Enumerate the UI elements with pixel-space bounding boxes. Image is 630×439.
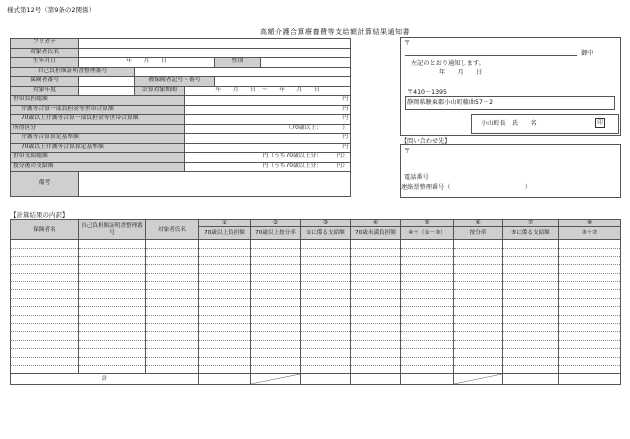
table-cell[interactable] [401, 290, 454, 298]
contact-postal-mark: 〒 [404, 148, 411, 155]
table-cell[interactable] [146, 240, 199, 248]
table-cell[interactable] [559, 248, 621, 256]
table-cell[interactable] [454, 340, 503, 348]
table-cell[interactable] [401, 332, 454, 340]
remarks-label: 備考 [11, 172, 79, 197]
table-cell[interactable] [146, 357, 199, 365]
table-cell[interactable] [79, 349, 146, 357]
table-cell[interactable] [199, 324, 251, 332]
table-cell[interactable] [401, 240, 454, 248]
col-label-3: ①に係る支給額 [301, 227, 351, 240]
table-row [11, 307, 621, 315]
table-cell[interactable] [11, 298, 79, 306]
contact-title: 【問い合わせ先】 [401, 138, 451, 145]
table-cell[interactable] [11, 315, 79, 323]
table-cell[interactable] [199, 256, 251, 264]
table-cell[interactable] [503, 349, 559, 357]
care-standard-field[interactable]: 円 [185, 134, 351, 144]
table-cell[interactable] [454, 307, 503, 315]
over70-combined-field[interactable]: 円 [185, 115, 351, 125]
table-cell[interactable] [503, 366, 559, 374]
cert-number-label: 自己負担額証明書整理番号 [11, 67, 135, 77]
table-cell[interactable] [251, 332, 301, 340]
table-cell[interactable] [559, 324, 621, 332]
table-cell[interactable] [301, 332, 351, 340]
total-cell-8[interactable] [559, 374, 621, 385]
total-cell-7[interactable] [503, 374, 559, 385]
table-cell[interactable] [301, 315, 351, 323]
table-cell[interactable] [503, 357, 559, 365]
table-cell[interactable] [251, 366, 301, 374]
table-cell[interactable] [351, 248, 401, 256]
table-cell[interactable] [401, 366, 454, 374]
table-cell[interactable] [11, 256, 79, 264]
table-cell[interactable] [301, 357, 351, 365]
table-cell[interactable] [251, 357, 301, 365]
col-label-8: ③＋⑦ [559, 227, 621, 240]
table-cell[interactable] [251, 340, 301, 348]
table-cell[interactable] [79, 248, 146, 256]
calc-period-label: 計算対象期間 [135, 86, 185, 96]
table-row [11, 265, 621, 273]
phone-label: 電話番号 [404, 174, 429, 181]
table-cell[interactable] [11, 349, 79, 357]
insurer-number-label: 保険者番号 [11, 77, 79, 87]
table-cell[interactable] [559, 340, 621, 348]
subject-name-field[interactable] [79, 48, 351, 58]
col-label-4: 70歳未満負担額 [351, 227, 401, 240]
sender-postcode: 〒410－1395 [407, 89, 447, 96]
table-cell[interactable] [11, 240, 79, 248]
table-cell[interactable] [251, 265, 301, 273]
table-cell[interactable] [146, 248, 199, 256]
target-year-field[interactable] [79, 86, 135, 96]
birthdate-field[interactable]: 年 月 日 [79, 58, 215, 68]
table-cell[interactable] [301, 324, 351, 332]
table-cell[interactable] [199, 290, 251, 298]
col-label-7: ⑤に係る支給額 [503, 227, 559, 240]
furigana-field[interactable] [79, 39, 351, 49]
table-cell[interactable] [401, 298, 454, 306]
total-cell-1[interactable] [199, 374, 251, 385]
table-cell[interactable] [11, 366, 79, 374]
table-cell[interactable] [301, 366, 351, 374]
table-cell[interactable] [199, 240, 251, 248]
col-num-6: ⑥ [454, 220, 503, 227]
table-cell[interactable] [199, 349, 251, 357]
liaison-number: 連絡票整理番号（ ） [401, 184, 531, 191]
table-cell[interactable] [503, 282, 559, 290]
table-cell[interactable] [351, 273, 401, 281]
table-cell[interactable] [11, 324, 79, 332]
col-num-5: ⑤ [401, 220, 454, 227]
table-cell[interactable] [351, 357, 401, 365]
calc-period-field[interactable]: 年 月 日 ～ 年 月 日 [185, 86, 351, 96]
table-cell[interactable] [401, 349, 454, 357]
table-cell[interactable] [401, 357, 454, 365]
total-cell-5[interactable] [401, 374, 454, 385]
table-cell[interactable] [11, 340, 79, 348]
table-row [11, 349, 621, 357]
table-cell[interactable] [146, 265, 199, 273]
table-cell[interactable] [559, 357, 621, 365]
results-title: 【計算結果の内訳】 [10, 211, 69, 219]
birthdate-label: 生年月日 [11, 58, 79, 68]
table-cell[interactable] [199, 282, 251, 290]
table-cell[interactable] [351, 349, 401, 357]
table-cell[interactable] [401, 282, 454, 290]
table-cell[interactable] [503, 298, 559, 306]
table-cell[interactable] [251, 282, 301, 290]
table-cell[interactable] [454, 290, 503, 298]
table-cell[interactable] [503, 315, 559, 323]
table-cell[interactable] [351, 290, 401, 298]
table-row [11, 282, 621, 290]
notice-text: 左記のとおり通知します。 [411, 60, 485, 67]
col-label-5: ④＋（①－③） [401, 227, 454, 240]
target-year-label: 対象年度 [11, 86, 79, 96]
col-label-1: 70歳以上負担額 [199, 227, 251, 240]
table-cell[interactable] [503, 248, 559, 256]
total-label: 計 [11, 374, 199, 385]
table-cell[interactable] [251, 273, 301, 281]
table-cell[interactable] [401, 324, 454, 332]
table-cell[interactable] [79, 366, 146, 374]
table-cell[interactable] [11, 357, 79, 365]
table-cell[interactable] [301, 273, 351, 281]
insured-number-field[interactable] [215, 77, 351, 87]
table-cell[interactable] [503, 240, 559, 248]
table-cell[interactable] [454, 265, 503, 273]
table-cell[interactable] [454, 366, 503, 374]
table-cell[interactable] [251, 240, 301, 248]
table-cell[interactable] [401, 307, 454, 315]
col-num-3: ③ [301, 220, 351, 227]
table-row [11, 324, 621, 332]
table-cell[interactable] [351, 315, 401, 323]
table-cell[interactable] [401, 248, 454, 256]
table-cell[interactable] [79, 273, 146, 281]
table-cell[interactable] [454, 324, 503, 332]
table-cell[interactable] [146, 332, 199, 340]
table-cell[interactable] [301, 282, 351, 290]
table-cell[interactable] [401, 256, 454, 264]
table-cell[interactable] [11, 307, 79, 315]
table-cell[interactable] [79, 315, 146, 323]
table-cell[interactable] [301, 256, 351, 264]
form-number: 様式第12号（第9条の2関係） [7, 6, 96, 14]
insured-number-label: 被保険者記号・番号 [135, 77, 215, 87]
table-cell[interactable] [79, 324, 146, 332]
address-box [400, 37, 621, 136]
over70-standard-field[interactable]: 円 [185, 143, 351, 153]
table-cell[interactable] [146, 366, 199, 374]
table-cell[interactable] [301, 290, 351, 298]
table-cell[interactable] [199, 248, 251, 256]
total-cell-2-slash [251, 374, 301, 385]
table-cell[interactable] [559, 298, 621, 306]
table-cell[interactable] [11, 332, 79, 340]
table-cell[interactable] [301, 240, 351, 248]
table-cell[interactable] [301, 298, 351, 306]
table-cell[interactable] [79, 298, 146, 306]
table-cell[interactable] [503, 265, 559, 273]
furigana-label: フリガナ [11, 39, 79, 49]
table-cell[interactable] [79, 332, 146, 340]
table-cell[interactable] [454, 248, 503, 256]
table-cell[interactable] [503, 324, 559, 332]
income-class-label: 所得区分 [11, 124, 185, 134]
sex-label: 性別 [215, 58, 261, 68]
total-cell-4[interactable] [351, 374, 401, 385]
info-form [10, 38, 350, 197]
table-cell[interactable] [146, 256, 199, 264]
table-row [11, 248, 621, 256]
table-cell[interactable] [251, 307, 301, 315]
recipient-line[interactable] [405, 55, 577, 56]
table-cell[interactable] [79, 240, 146, 248]
seal-mark: 印 [595, 118, 605, 128]
table-cell[interactable] [251, 290, 301, 298]
table-cell[interactable] [351, 265, 401, 273]
table-cell[interactable] [559, 282, 621, 290]
table-cell[interactable] [79, 282, 146, 290]
table-cell[interactable] [503, 340, 559, 348]
table-cell[interactable] [199, 332, 251, 340]
table-cell[interactable] [146, 273, 199, 281]
table-cell[interactable] [559, 315, 621, 323]
table-cell[interactable] [199, 265, 251, 273]
document-title: 高額介護合算療養費等支給額計算結果通知書 [260, 28, 410, 36]
table-cell[interactable] [146, 340, 199, 348]
table-row [11, 298, 621, 306]
table-cell[interactable] [351, 340, 401, 348]
household-payment-label: 世帯支給総額 [11, 153, 185, 163]
table-cell[interactable] [454, 298, 503, 306]
table-cell[interactable] [351, 240, 401, 248]
over70-combined-label: 70歳以上介護等合算一部負担金等世帯合算額 [11, 115, 185, 125]
table-cell[interactable] [11, 265, 79, 273]
table-cell[interactable] [454, 256, 503, 264]
table-cell[interactable] [11, 282, 79, 290]
table-cell[interactable] [199, 307, 251, 315]
income-class-field[interactable]: （70歳以上： ） [185, 124, 351, 134]
table-cell[interactable] [454, 240, 503, 248]
col-label-6: 按分率 [454, 227, 503, 240]
table-cell[interactable] [301, 248, 351, 256]
table-cell[interactable] [79, 256, 146, 264]
col-num-7: ⑦ [503, 220, 559, 227]
table-cell[interactable] [11, 290, 79, 298]
insurer-number-field[interactable] [79, 77, 135, 87]
subject-name-header: 対象者氏名 [146, 220, 199, 240]
table-cell[interactable] [146, 307, 199, 315]
care-combined-label: 介護等合算一部負担金等世帯合算額 [11, 105, 185, 115]
table-row [11, 273, 621, 281]
table-cell[interactable] [199, 366, 251, 374]
table-row [11, 240, 621, 248]
table-cell[interactable] [11, 248, 79, 256]
table-cell[interactable] [251, 256, 301, 264]
table-cell[interactable] [454, 332, 503, 340]
table-cell[interactable] [351, 298, 401, 306]
table-cell[interactable] [351, 282, 401, 290]
table-row [11, 340, 621, 348]
household-payment-field[interactable]: 円（うち70歳以上分： 円） [185, 153, 351, 163]
care-standard-label: 介護等合算算定基準額 [11, 134, 185, 144]
table-cell[interactable] [199, 357, 251, 365]
table-cell[interactable] [454, 357, 503, 365]
address-frame [405, 96, 615, 110]
care-combined-field[interactable]: 円 [185, 105, 351, 115]
table-cell[interactable] [199, 273, 251, 281]
sex-field[interactable] [261, 58, 351, 68]
table-cell[interactable] [559, 366, 621, 374]
table-cell[interactable] [146, 349, 199, 357]
table-cell[interactable] [503, 307, 559, 315]
table-cell[interactable] [251, 248, 301, 256]
honorific: 御中 [581, 50, 594, 57]
table-cell[interactable] [351, 256, 401, 264]
table-row [11, 357, 621, 365]
table-cell[interactable] [454, 273, 503, 281]
table-cell[interactable] [559, 240, 621, 248]
table-cell[interactable] [199, 298, 251, 306]
table-row [11, 290, 621, 298]
table-cell[interactable] [503, 290, 559, 298]
col-num-2: ② [251, 220, 301, 227]
table-row [11, 332, 621, 340]
table-cell[interactable] [301, 340, 351, 348]
table-cell[interactable] [454, 349, 503, 357]
table-cell[interactable] [79, 265, 146, 273]
table-cell[interactable] [146, 282, 199, 290]
notice-date: 年 月 日 [439, 69, 483, 76]
table-cell[interactable] [251, 298, 301, 306]
table-cell[interactable] [351, 324, 401, 332]
total-cell-6-slash [454, 374, 503, 385]
table-cell[interactable] [301, 307, 351, 315]
table-cell[interactable] [146, 290, 199, 298]
table-cell[interactable] [559, 265, 621, 273]
table-cell[interactable] [454, 282, 503, 290]
remarks-field[interactable] [79, 172, 351, 197]
table-cell[interactable] [199, 340, 251, 348]
table-cell[interactable] [199, 315, 251, 323]
table-cell[interactable] [401, 315, 454, 323]
table-cell[interactable] [351, 366, 401, 374]
table-cell[interactable] [351, 307, 401, 315]
table-cell[interactable] [251, 349, 301, 357]
col-label-2: 70歳以上按分率 [251, 227, 301, 240]
postal-mark: 〒 [404, 40, 411, 47]
table-cell[interactable] [301, 265, 351, 273]
table-cell[interactable] [559, 307, 621, 315]
table-cell[interactable] [301, 349, 351, 357]
table-cell[interactable] [559, 349, 621, 357]
sender-address: 静岡県駿東郡小山町藤曲57－2 [407, 99, 494, 106]
table-row [11, 315, 621, 323]
subject-name-label: 対象者氏名 [11, 48, 79, 58]
table-cell[interactable] [503, 273, 559, 281]
table-cell[interactable] [454, 315, 503, 323]
col-num-1: ① [199, 220, 251, 227]
household-total-field[interactable]: 円 [185, 96, 351, 106]
table-cell[interactable] [503, 332, 559, 340]
over70-standard-label: 70歳以上介護等合算算定基準額 [11, 143, 185, 153]
table-row [11, 256, 621, 264]
cert-number-header: 自己負担額証明書整理番号 [79, 220, 146, 240]
table-cell[interactable] [146, 298, 199, 306]
table-cell[interactable] [401, 273, 454, 281]
table-row [11, 366, 621, 374]
after-split-field[interactable]: 円（うち70歳以上分： 円） [185, 162, 351, 172]
table-cell[interactable] [79, 357, 146, 365]
col-num-8: ⑧ [559, 220, 621, 227]
table-cell[interactable] [559, 332, 621, 340]
cert-number-field[interactable] [135, 67, 351, 77]
table-cell[interactable] [11, 273, 79, 281]
mayor-name: 小山町長 氏 名 [481, 120, 537, 127]
table-cell[interactable] [401, 265, 454, 273]
insurer-name-header: 保険者名 [11, 220, 79, 240]
table-cell[interactable] [559, 290, 621, 298]
table-cell[interactable] [79, 307, 146, 315]
after-split-label: 按分後の支給額 [11, 162, 185, 172]
table-cell[interactable] [146, 324, 199, 332]
table-cell[interactable] [559, 273, 621, 281]
mayor-frame [471, 114, 619, 134]
table-cell[interactable] [251, 324, 301, 332]
table-cell[interactable] [79, 340, 146, 348]
col-num-4: ④ [351, 220, 401, 227]
results-table [10, 219, 621, 385]
table-cell[interactable] [146, 315, 199, 323]
table-cell[interactable] [401, 340, 454, 348]
household-total-label: 世帯負担総額 [11, 96, 185, 106]
table-cell[interactable] [503, 256, 559, 264]
table-cell[interactable] [559, 256, 621, 264]
table-cell[interactable] [251, 315, 301, 323]
table-cell[interactable] [79, 290, 146, 298]
table-cell[interactable] [351, 332, 401, 340]
total-cell-3[interactable] [301, 374, 351, 385]
